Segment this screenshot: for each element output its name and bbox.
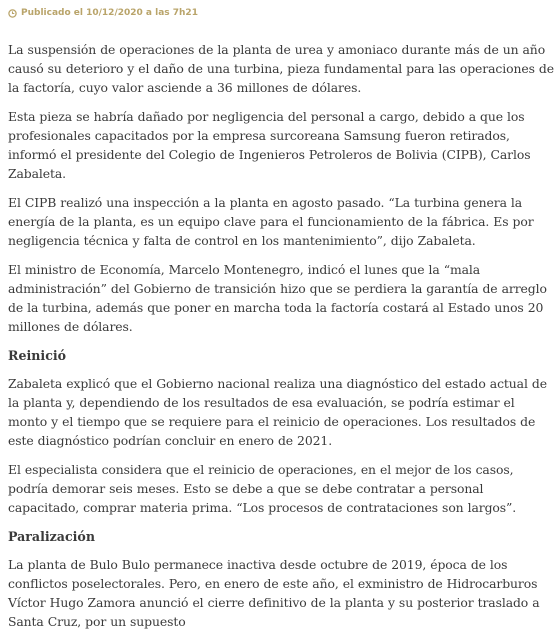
publish-date: Publicado el 10/12/2020 a las 7h21	[21, 8, 198, 18]
article-paragraph: La suspensión de operaciones de la planta de urea y amoniaco durante más de un año causó su deterioro y el daño de una turbina, pieza fundamental para las operaciones de la factoría, cuyo valor asciende a 36 millones de dólares.	[8, 42, 554, 95]
section-heading-reinicio: Reinició	[8, 348, 67, 363]
article-paragraph: El CIPB realizó una inspección a la planta en agosto pasado. “La turbina genera la energía de la planta, es un equipo clave para el funcionamiento de la fábrica. Es por negligencia técnica y falta de control en los mantenimiento”, dijo Zabaleta.	[8, 195, 534, 248]
section-heading-paralizacion: Paralización	[8, 529, 95, 544]
article-paragraph: La planta de Bulo Bulo permanece inactiva desde octubre de 2019, época de los conflictos poselectorales. Pero, en enero de este año, el exministro de Hidrocarburos Víctor Hugo Zamora anunció el cierre definitivo de la planta y su posterior traslado a Santa Cruz, por un supuesto	[8, 557, 540, 629]
clock-icon	[8, 9, 17, 18]
article-paragraph: Zabaleta explicó que el Gobierno nacional realiza una diagnóstico del estado actual de la planta y, dependiendo de los resultados de esa evaluación, se podría estimar el monto y el tiempo que se requiere para el reinicio de operaciones. Los resultados de este diagnóstico podrían concluir en enero de 2021.	[8, 376, 547, 448]
article-paragraph: El ministro de Economía, Marcelo Montenegro, indicó el lunes que la “mala administración” del Gobierno de transición hizo que se perdiera la garantía de arreglo de la turbina, además que poner en marcha toda la factoría costará al Estado unos 20 millones de dólares.	[8, 262, 547, 334]
article-paragraph: Esta pieza se habría dañado por negligencia del personal a cargo, debido a que los profesionales capacitados por la empresa surcoreana Samsung fueron retirados, informó el presidente del Colegio de Ingenieros Petroleros de Bolivia (CIPB), Carlos Zabaleta.	[8, 109, 531, 181]
article-paragraph: El especialista considera que el reinicio de operaciones, en el mejor de los casos, podría demorar seis meses. Esto se debe a que se debe contratar a personal capacitado, comprar materia prima. “Los procesos de contrataciones son largos”.	[8, 462, 517, 515]
publish-info	[8, 6, 560, 20]
